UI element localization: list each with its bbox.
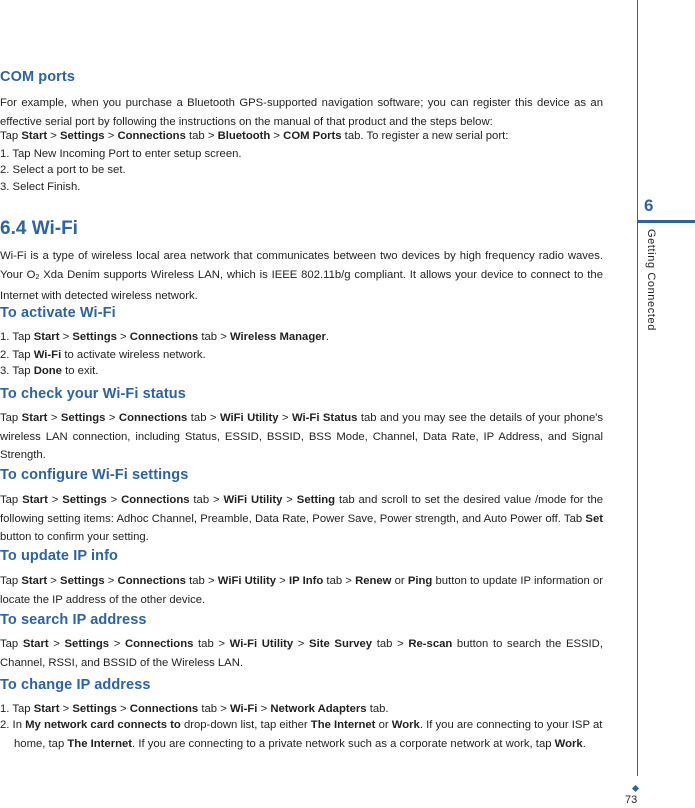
change-step-1: 1. Tap Start > Settings > Connections tab > Wi-Fi > Network Adapters tab. <box>0 703 389 715</box>
status-body: Tap Start > Settings > Connections tab > WiFi Utility > Wi-Fi Status tab and you may see the details of your phone's wireless LAN connection, including Status, ESSID, BSSID, BSS Mode, Channel, Data Rate, IP Address, and Signal Strength. <box>0 412 604 461</box>
activate-step-3: 3. Tap Done to exit. <box>0 365 99 377</box>
chapter-tab-bar <box>637 220 695 223</box>
configure-heading: To configure Wi-Fi settings <box>0 467 189 483</box>
com-step-2: 2. Select a port to be set. <box>0 164 126 176</box>
wifi-section-heading: 6.4 Wi-Fi <box>0 218 78 239</box>
com-ports-path: Tap Start > Settings > Connections tab > Bluetooth > COM Ports tab. To register a new serial port: <box>0 130 509 142</box>
page-number: 73 <box>625 794 638 806</box>
configure-body: Tap Start > Settings > Connections tab > WiFi Utility > Setting tab and scroll to set the desired value /mode for the following setting items: Adhoc Channel, Preamble, Data Rate, Power Save, Power strength, and Auto Power off. Tab Set button to confirm your setting. <box>0 494 604 543</box>
wifi-intro: Wi-Fi is a type of wireless local area network that communicates between two devices by high frequency radio waves. Your $O_2$ Xda Denim supports Wireless LAN, which is IEEE 802.11b/g compliant. It allows your device to connect to the Internet with detected wireless network. <box>0 250 603 302</box>
chapter-divider-line <box>637 0 638 776</box>
diamond-icon <box>632 785 639 792</box>
change-step-2: 2. In My network card connects to drop-down list, tap either The Internet or Work. If you are connecting to your ISP at home, tap The Internet. If you are connecting to a private network such as a corporate network at work, tap Work. <box>0 719 603 750</box>
search-body: Tap Start > Settings > Connections tab > Wi-Fi Utility > Site Survey tab > Re-scan button to search the ESSID, Channel, RSSI, and BSSID of the Wireless LAN. <box>0 638 603 669</box>
ipinfo-body: Tap Start > Settings > Connections tab > WiFi Utility > IP Info tab > Renew or Ping button to update IP information or locate the IP address of the other device. <box>0 575 604 606</box>
com-step-3: 3. Select Finish. <box>0 181 81 193</box>
ipinfo-heading: To update IP info <box>0 548 118 564</box>
search-heading: To search IP address <box>0 612 147 628</box>
activate-heading: To activate Wi-Fi <box>0 305 116 321</box>
chapter-number: 6 <box>644 196 654 215</box>
activate-step-2: 2. Tap Wi-Fi to activate wireless network. <box>0 349 206 361</box>
com-step-1: 1. Tap New Incoming Port to enter setup screen. <box>0 148 242 160</box>
status-heading: To check your Wi-Fi status <box>0 386 186 402</box>
change-heading: To change IP address <box>0 677 151 693</box>
activate-step-1: 1. Tap Start > Settings > Connections tab > Wireless Manager. <box>0 331 330 343</box>
com-ports-heading: COM ports <box>0 69 76 85</box>
com-ports-intro: For example, when you purchase a Bluetooth GPS-supported navigation software; you can register this device as an effective serial port by following the instructions on the manual of that product and the steps below: <box>0 97 603 128</box>
chapter-title: Getting Connected <box>645 229 657 331</box>
